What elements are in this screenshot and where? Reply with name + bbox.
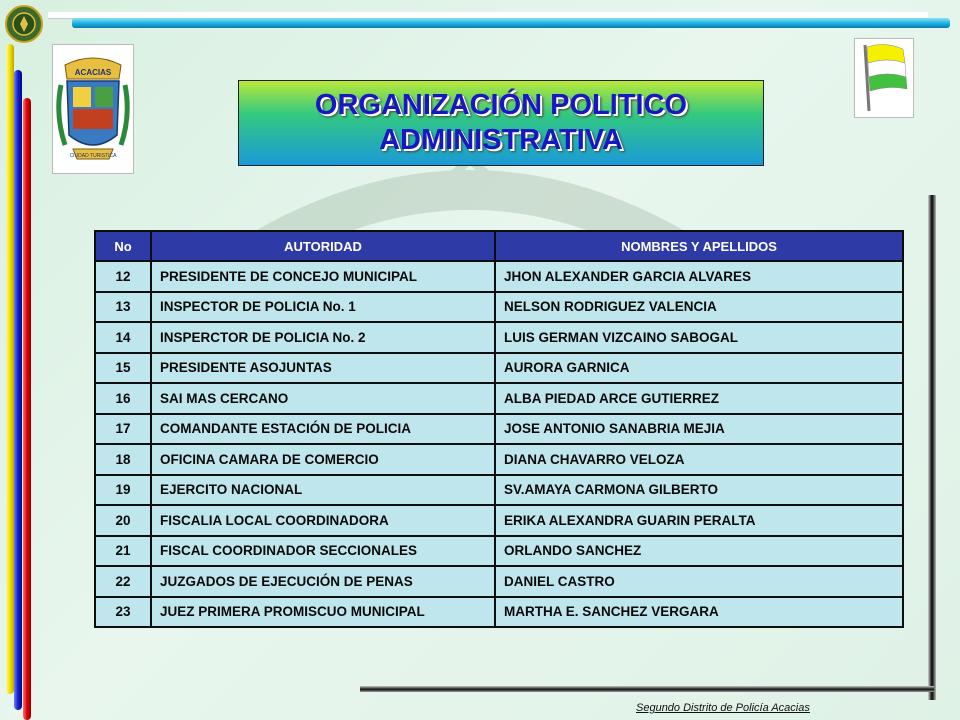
- row-authority: PRESIDENTE DE CONCEJO MUNICIPAL: [151, 261, 495, 292]
- row-name: ERIKA ALEXANDRA GUARIN PERALTA: [495, 505, 903, 536]
- row-number: 14: [95, 322, 151, 353]
- title-box: [238, 80, 764, 166]
- red-stripe: [23, 98, 31, 720]
- right-vertical-rule: [928, 195, 936, 700]
- row-number: 21: [95, 536, 151, 567]
- header-nombres: NOMBRES Y APELLIDOS: [495, 231, 903, 261]
- acacias-flag-icon: [855, 39, 913, 117]
- authorities-table: [94, 230, 904, 628]
- crest-lower-text: CIUDAD TURISTICA: [69, 153, 117, 159]
- acacias-crest-icon: [53, 45, 133, 173]
- row-number: 17: [95, 414, 151, 445]
- row-authority: SAI MAS CERCANO: [151, 383, 495, 414]
- row-name: JOSE ANTONIO SANABRIA MEJIA: [495, 414, 903, 445]
- table-row: [95, 566, 903, 597]
- table-row: [95, 414, 903, 445]
- acacias-flag: [854, 38, 914, 118]
- row-number: 22: [95, 566, 151, 597]
- row-name: DANIEL CASTRO: [495, 566, 903, 597]
- row-number: 16: [95, 383, 151, 414]
- table-header-row: [95, 231, 903, 261]
- row-authority: JUEZ PRIMERA PROMISCUO MUNICIPAL: [151, 597, 495, 628]
- row-authority: JUZGADOS DE EJECUCIÓN DE PENAS: [151, 566, 495, 597]
- table-row: [95, 261, 903, 292]
- row-number: 19: [95, 475, 151, 506]
- row-authority: INSPECTOR DE POLICIA No. 1: [151, 292, 495, 323]
- row-authority: FISCALIA LOCAL COORDINADORA: [151, 505, 495, 536]
- row-number: 13: [95, 292, 151, 323]
- row-number: 15: [95, 353, 151, 384]
- row-authority: OFICINA CAMARA DE COMERCIO: [151, 444, 495, 475]
- row-number: 12: [95, 261, 151, 292]
- top-bar: [72, 18, 950, 28]
- row-number: 23: [95, 597, 151, 628]
- row-name: JHON ALEXANDER GARCIA ALVARES: [495, 261, 903, 292]
- row-name: NELSON RODRIGUEZ VALENCIA: [495, 292, 903, 323]
- page-title: ORGANIZACIÓN POLITICO ADMINISTRATIVA: [314, 89, 688, 156]
- yellow-stripe: [6, 44, 14, 694]
- row-name: DIANA CHAVARRO VELOZA: [495, 444, 903, 475]
- acacias-crest: [52, 44, 134, 174]
- table-row: [95, 383, 903, 414]
- table-row: [95, 322, 903, 353]
- row-name: ORLANDO SANCHEZ: [495, 536, 903, 567]
- row-number: 18: [95, 444, 151, 475]
- row-name: MARTHA E. SANCHEZ VERGARA: [495, 597, 903, 628]
- table-row: [95, 292, 903, 323]
- row-authority: EJERCITO NACIONAL: [151, 475, 495, 506]
- row-name: LUIS GERMAN VIZCAINO SABOGAL: [495, 322, 903, 353]
- blue-stripe: [14, 70, 22, 710]
- row-authority: INSPERCTOR DE POLICIA No. 2: [151, 322, 495, 353]
- row-authority: FISCAL COORDINADOR SECCIONALES: [151, 536, 495, 567]
- row-authority: COMANDANTE ESTACIÓN DE POLICIA: [151, 414, 495, 445]
- bottom-rule: [360, 686, 934, 692]
- table-row: [95, 536, 903, 567]
- row-name: SV.AMAYA CARMONA GILBERTO: [495, 475, 903, 506]
- table-row: [95, 353, 903, 384]
- police-badge-icon: [4, 4, 44, 44]
- row-name: AURORA GARNICA: [495, 353, 903, 384]
- row-number: 20: [95, 505, 151, 536]
- row-authority: PRESIDENTE ASOJUNTAS: [151, 353, 495, 384]
- crest-banner-text: ACACIAS: [74, 68, 112, 77]
- table-row: [95, 597, 903, 628]
- header-autoridad: AUTORIDAD: [151, 231, 495, 261]
- footer-text: Segundo Distrito de Policía Acacias: [636, 702, 810, 714]
- table-row: [95, 444, 903, 475]
- row-name: ALBA PIEDAD ARCE GUTIERREZ: [495, 383, 903, 414]
- table-row: [95, 475, 903, 506]
- table-row: [95, 505, 903, 536]
- header-no: No: [95, 231, 151, 261]
